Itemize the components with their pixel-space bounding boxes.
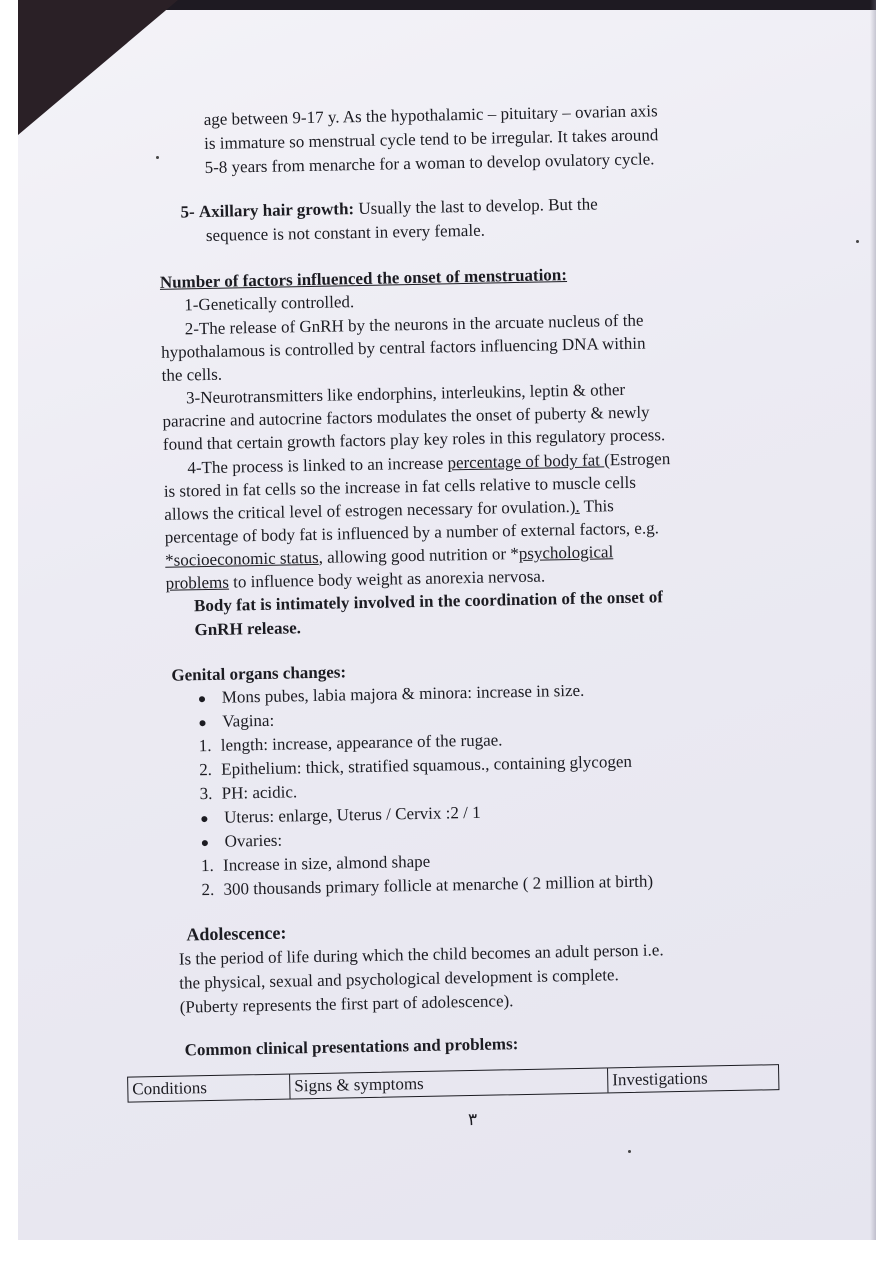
factor-3-line-3: found that certain growth factors play key roles in this regulatory process. — [162, 425, 666, 454]
adolescence-line-1: Is the period of life during which the child becomes an adult person i.e. — [178, 940, 664, 969]
vagina-item-3-number: 3. — [199, 783, 213, 804]
vagina-item-2-number: 2. — [199, 759, 213, 780]
bodyfat-bold-text-1: Body fat is intimately involved in the coordination of the onset of — [193, 587, 664, 616]
adolescence-line-2: the physical, sexual and psychological development is complete. — [179, 965, 619, 993]
ovary-item-2-text: 300 thousands primary follicle at menarche ( 2 million at birth) — [223, 871, 654, 899]
factor-4-line-2: is stored in fat cells so the increase in fat cells relative to muscle cells — [163, 472, 637, 501]
ovary-item-2-number: 2. — [201, 879, 215, 900]
factor-4-text-a: 4-The process is linked to an increase — [187, 453, 448, 478]
factor-4-line-3-underline: ). — [569, 496, 580, 517]
bullet-ovaries: ● Ovaries: — [200, 830, 282, 856]
col-conditions: Conditions — [128, 1075, 290, 1102]
factor-3-line-2: paracrine and autocrine factors modulates the onset of puberty & newly — [162, 402, 650, 431]
axillary-text: Usually the last to develop. But the — [353, 194, 598, 219]
factor-4-text-b: (Estrogen — [603, 449, 671, 470]
factor-4-line-3-text: allows the critical level of estrogen necessary for ovulation. — [164, 497, 570, 524]
scan-speck — [156, 156, 159, 159]
col-signs-symptoms: Signs & symptoms — [290, 1068, 608, 1098]
scan-speck — [628, 1150, 631, 1153]
vagina-item-2-text: Epithelium: thick, stratified squamous., containing glycogen — [221, 751, 633, 779]
factors-heading — [160, 264, 568, 294]
axillary-line-2: sequence is not constant in every female. — [205, 220, 486, 245]
factor-4-line-4: percentage of body fat is influenced by a number of external factors, e.g. — [164, 518, 660, 547]
factor-2-line-3: the cells. — [161, 364, 223, 385]
problems-underlined: problems — [165, 572, 230, 593]
vagina-item-1-text: length: increase, appearance of the rugae. — [220, 730, 503, 755]
socioeconomic-underlined: *socioeconomic status — [164, 547, 319, 570]
axillary-heading: Axillary hair growth: — [198, 199, 355, 222]
vagina-item-1-number: 1. — [198, 735, 212, 756]
ovary-item-1 — [201, 851, 431, 877]
bullet-mons: ● Mons pubes, labia majora & minora: increase in size. — [198, 680, 585, 711]
scan-speck — [856, 240, 859, 243]
axillary-number: 5- — [180, 202, 195, 222]
factors-heading-text: Number of factors influenced the onset of menstruation: — [159, 265, 568, 292]
vagina-item-3 — [199, 781, 297, 805]
adolescence-heading-text: Adolescence: — [186, 922, 287, 945]
col-investigations: Investigations — [612, 1068, 708, 1090]
intro-line-3: 5-8 years from menarche for a woman to develop ovulatory cycle. — [204, 149, 655, 177]
factor-3-line-1: 3-Neurotransmitters like endorphins, interleukins, leptin & other — [185, 379, 626, 408]
vagina-item-1 — [199, 729, 503, 757]
genital-heading-text: Genital organs changes: — [171, 662, 347, 685]
page-number: ٣ — [467, 1109, 478, 1130]
intro-line-1: age between 9-17 y. As the hypothalamic – pituitary – ovarian axis — [203, 101, 658, 129]
psychological-underlined: psychological — [518, 542, 614, 564]
ovary-item-1-text: Increase in size, almond shape — [222, 851, 431, 875]
genital-heading — [171, 661, 346, 686]
factor-4-line-6-text: to influence body weight as anorexia nervosa. — [228, 566, 546, 592]
ovary-item-1-number: 1. — [200, 855, 214, 876]
clinical-table-header — [127, 1064, 779, 1103]
clinical-heading-text: Common clinical presentations and problems: — [184, 1034, 519, 1060]
factor-2-line-1: 2-The release of GnRH by the neurons in the arcuate nucleus of the — [184, 310, 644, 339]
body-fat-underlined: percentage of body fat — [447, 450, 605, 473]
intro-line-2: is immature so menstrual cycle tend to be irregular. It takes around — [204, 125, 659, 153]
factor-1: 1-Genetically controlled. — [184, 292, 355, 315]
factor-4-line-3-end: This — [579, 496, 614, 516]
factor-2-line-2: hypothalamous is controlled by central factors influencing DNA within — [161, 333, 646, 362]
axillary-line-1 — [180, 193, 598, 223]
document-page — [18, 0, 876, 1240]
page-content — [18, 0, 876, 1240]
bodyfat-bold-line-2 — [194, 617, 301, 641]
vagina-item-3-text: PH: acidic. — [221, 782, 298, 803]
adolescence-line-3: (Puberty represents the first part of adolescence). — [179, 991, 514, 1017]
clinical-heading — [184, 1033, 518, 1061]
adolescence-heading — [186, 922, 286, 946]
bodyfat-bold-text-2: GnRH release. — [194, 618, 302, 640]
bullet-uterus: ● Uterus: enlarge, Uterus / Cervix :2 / 1 — [200, 802, 481, 831]
factor-4-line-5-mid: , allowing good nutrition or * — [318, 544, 519, 567]
bullet-vagina: ● Vagina: — [198, 710, 274, 735]
